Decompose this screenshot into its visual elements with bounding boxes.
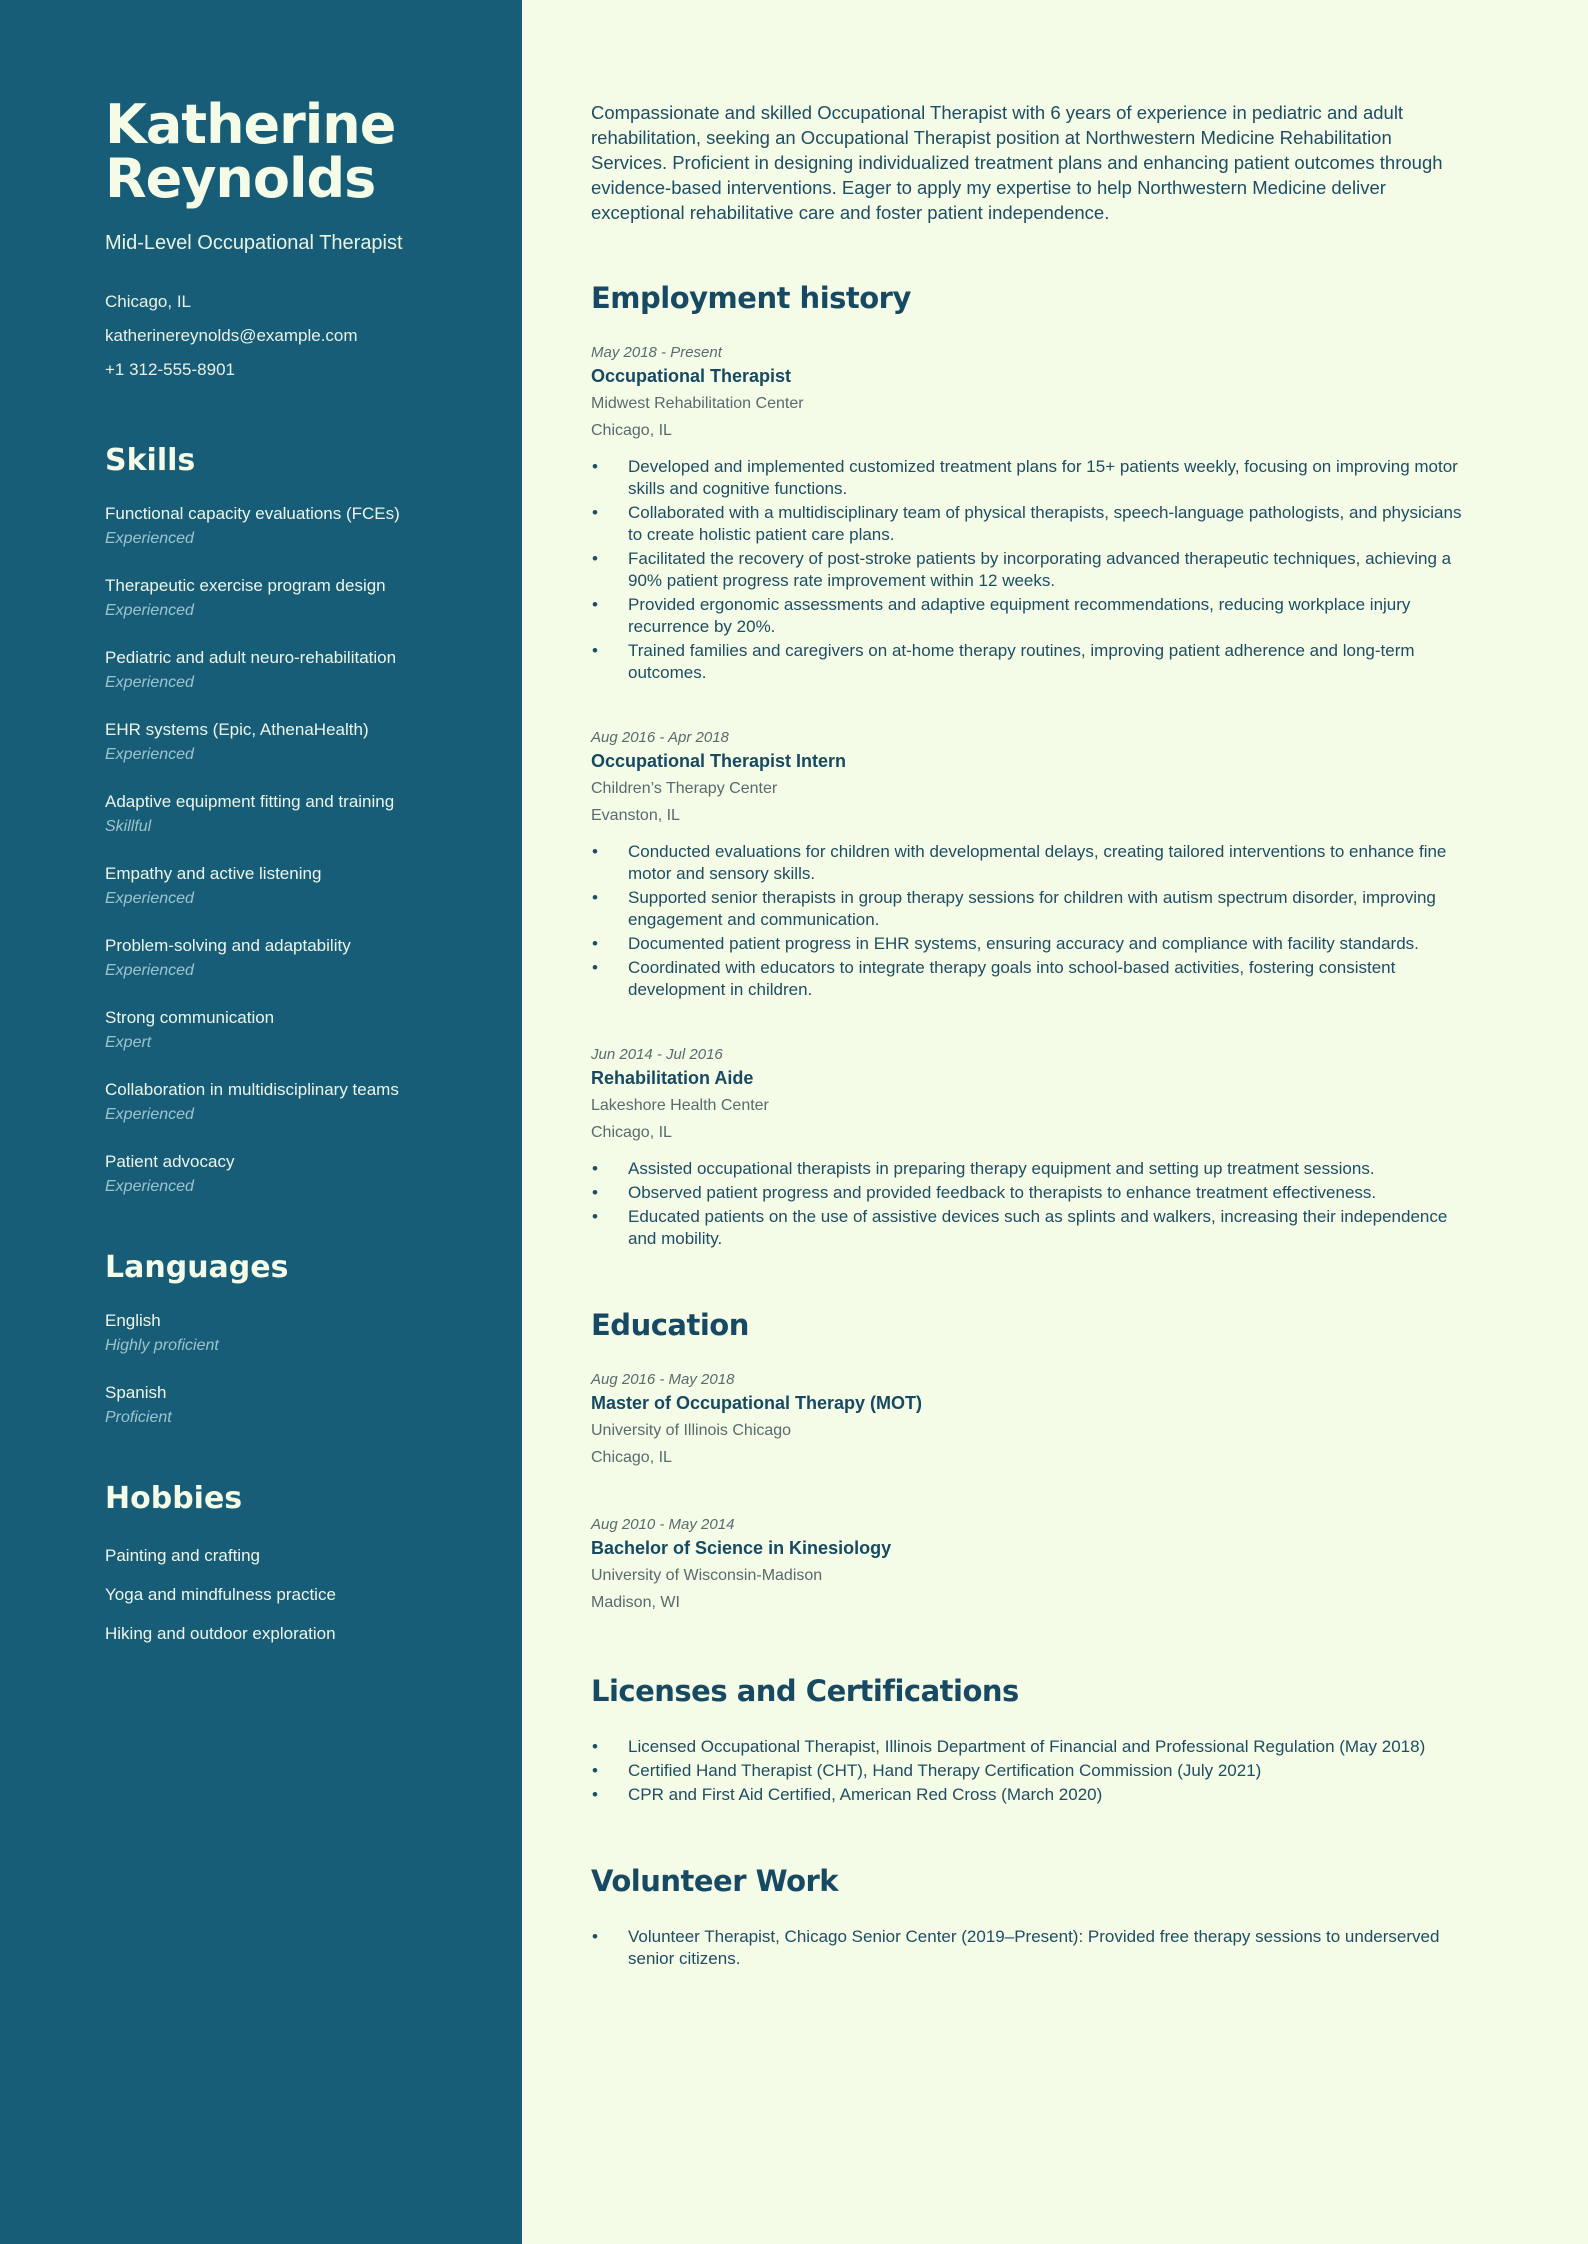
skill-item <box>105 934 482 984</box>
job-title: Mid-Level Occupational Therapist <box>105 232 403 254</box>
skill-name: Collaboration in multidisciplinary teams <box>105 1080 399 1099</box>
entry-date: Aug 2010 - May 2014 <box>591 1516 735 1533</box>
contact-phone[interactable]: +1 312-555-8901 <box>105 360 235 379</box>
entry-location: Madison, WI <box>591 1594 680 1611</box>
entry-org: Midwest Rehabilitation Center <box>591 395 804 412</box>
employment-section <box>591 281 1471 1250</box>
language-name: English <box>105 1311 161 1330</box>
bullet-item: • Observed patient progress and provided feedback to therapists to enhance treatment effectiveness. <box>628 1182 1471 1204</box>
entry-school: University of Illinois Chicago <box>591 1422 792 1439</box>
hobbies-heading: Hobbies <box>105 1481 243 1516</box>
hobby-list <box>105 1536 482 1653</box>
contact-email[interactable]: katherinereynolds@example.com <box>105 326 358 345</box>
language-item <box>105 1381 482 1431</box>
bullet-item: • Developed and implemented customized treatment plans for 15+ patients weekly, focusing on improving motor skills and cognitive functions. <box>628 456 1471 500</box>
employment-entry <box>591 343 1471 684</box>
entry-date: Aug 2016 - May 2018 <box>591 1371 735 1388</box>
skill-item <box>105 790 482 840</box>
bullet-item: • Provided ergonomic assessments and adaptive equipment recommendations, reducing workplace injury recurrence by 20%. <box>628 594 1471 638</box>
skill-name: Patient advocacy <box>105 1152 235 1171</box>
licenses-heading: Licenses and Certifications <box>591 1674 1019 1708</box>
volunteer-list <box>591 1926 1471 1970</box>
languages-heading: Languages <box>105 1250 289 1285</box>
skills-section <box>105 443 482 1200</box>
entry-degree: Master of Occupational Therapy (MOT) <box>591 1393 923 1413</box>
bullet-item: • Supported senior therapists in group therapy sessions for children with autism spectrum disorder, improving engagement and communication. <box>628 887 1471 931</box>
employment-entry <box>591 728 1471 1001</box>
skill-level: Experienced <box>105 1106 194 1123</box>
hobbies-section <box>105 1481 482 1653</box>
entry-role: Occupational Therapist Intern <box>591 751 847 771</box>
entry-location: Chicago, IL <box>591 422 672 439</box>
skill-level: Experienced <box>105 962 194 979</box>
skill-level: Experienced <box>105 1178 194 1195</box>
skills-heading: Skills <box>105 443 196 478</box>
skill-name: Therapeutic exercise program design <box>105 576 386 595</box>
skill-item <box>105 646 482 696</box>
skill-item <box>105 718 482 768</box>
education-entry <box>591 1515 1471 1616</box>
entry-bullets <box>591 456 1471 684</box>
education-heading: Education <box>591 1308 749 1342</box>
hobby-item: Yoga and mindfulness practice <box>105 1585 336 1604</box>
skill-level: Expert <box>105 1034 152 1051</box>
skill-name: Empathy and active listening <box>105 864 322 883</box>
entry-location: Chicago, IL <box>591 1449 672 1466</box>
entry-role: Rehabilitation Aide <box>591 1068 754 1088</box>
entry-location: Evanston, IL <box>591 807 680 824</box>
entry-bullets <box>591 841 1471 1001</box>
entry-org: Children’s Therapy Center <box>591 780 778 797</box>
last-name: Reynolds <box>105 147 376 210</box>
skill-level: Skillful <box>105 818 152 835</box>
skill-name: Strong communication <box>105 1008 275 1027</box>
bullet-item: • Collaborated with a multidisciplinary team of physical therapists, speech-language pathologists, and physicians to create holistic patient care plans. <box>628 502 1471 546</box>
entry-role: Occupational Therapist <box>591 366 792 386</box>
hobby-item: Hiking and outdoor exploration <box>105 1624 336 1643</box>
language-level: Highly proficient <box>105 1337 219 1354</box>
bullet-item: • Documented patient progress in EHR systems, ensuring accuracy and compliance with facility standards. <box>628 933 1471 955</box>
skill-level: Experienced <box>105 602 194 619</box>
skill-level: Experienced <box>105 890 194 907</box>
education-entry <box>591 1370 1471 1471</box>
language-item <box>105 1309 482 1359</box>
bullet-item: • Coordinated with educators to integrate therapy goals into school-based activities, fostering consistent development in children. <box>628 957 1471 1001</box>
skill-item <box>105 502 482 552</box>
entry-location: Chicago, IL <box>591 1124 672 1141</box>
skill-name: Functional capacity evaluations (FCEs) <box>105 504 400 523</box>
licenses-section <box>591 1674 1471 1806</box>
skill-item <box>105 574 482 624</box>
skill-item <box>105 1006 482 1056</box>
main-content <box>591 100 1471 1972</box>
license-item: • Certified Hand Therapist (CHT), Hand Therapy Certification Commission (July 2021) <box>628 1760 1471 1782</box>
skill-item <box>105 862 482 912</box>
license-item: • Licensed Occupational Therapist, Illinois Department of Financial and Professional Regulation (May 2018) <box>628 1736 1471 1758</box>
language-level: Proficient <box>105 1409 172 1426</box>
bullet-item: • Conducted evaluations for children with developmental delays, creating tailored interventions to enhance fine motor and sensory skills. <box>628 841 1471 885</box>
entry-school: University of Wisconsin-Madison <box>591 1567 823 1584</box>
licenses-list <box>591 1736 1471 1806</box>
entry-org: Lakeshore Health Center <box>591 1097 769 1114</box>
entry-date: May 2018 - Present <box>591 344 722 361</box>
entry-bullets <box>591 1158 1471 1250</box>
license-item: • CPR and First Aid Certified, American Red Cross (March 2020) <box>628 1784 1471 1806</box>
skill-name: Pediatric and adult neuro-rehabilitation <box>105 648 397 667</box>
contact-info <box>105 285 482 387</box>
sidebar <box>0 0 522 2244</box>
skill-item <box>105 1078 482 1128</box>
skill-level: Experienced <box>105 674 194 691</box>
first-name: Katherine <box>105 93 396 156</box>
entry-degree: Bachelor of Science in Kinesiology <box>591 1538 892 1558</box>
contact-location: Chicago, IL <box>105 292 191 311</box>
hobby-item: Painting and crafting <box>105 1546 260 1565</box>
volunteer-item: • Volunteer Therapist, Chicago Senior Center (2019–Present): Provided free therapy sessions to underserved senior citizens. <box>628 1926 1471 1970</box>
bullet-item: • Assisted occupational therapists in preparing therapy equipment and setting up treatment sessions. <box>628 1158 1471 1180</box>
profile-summary: Compassionate and skilled Occupational Therapist with 6 years of experience in pediatric and adult rehabilitation, seeking an Occupational Therapist position at Northwestern Medicine Rehabilitation Services. Proficient in designing individualized treatment plans and enhancing patient outcomes through evidence-based interventions. Eager to apply my expertise to help Northwestern Medicine deliver exceptional rehabilitative care and foster patient independence. <box>591 102 1443 223</box>
employment-heading: Employment history <box>591 281 911 315</box>
bullet-item: • Trained families and caregivers on at-home therapy routines, improving patient adherence and long-term outcomes. <box>628 640 1471 684</box>
employment-entry <box>591 1045 1471 1250</box>
volunteer-heading: Volunteer Work <box>591 1864 839 1898</box>
skill-name: EHR systems (Epic, AthenaHealth) <box>105 720 369 739</box>
candidate-name <box>105 93 482 210</box>
education-section <box>591 1308 1471 1616</box>
skill-item <box>105 1150 482 1200</box>
skill-level: Experienced <box>105 530 194 547</box>
volunteer-section <box>591 1864 1471 1970</box>
skill-name: Adaptive equipment fitting and training <box>105 792 395 811</box>
entry-date: Jun 2014 - Jul 2016 <box>591 1046 723 1063</box>
bullet-item: • Facilitated the recovery of post-stroke patients by incorporating advanced therapeutic techniques, achieving a 90% patient progress rate improvement within 12 weeks. <box>628 548 1471 592</box>
skill-name: Problem-solving and adaptability <box>105 936 351 955</box>
languages-section <box>105 1250 482 1431</box>
entry-date: Aug 2016 - Apr 2018 <box>591 729 729 746</box>
language-name: Spanish <box>105 1383 167 1402</box>
skill-level: Experienced <box>105 746 194 763</box>
bullet-item: • Educated patients on the use of assistive devices such as splints and walkers, increasing their independence and mobility. <box>628 1206 1471 1250</box>
